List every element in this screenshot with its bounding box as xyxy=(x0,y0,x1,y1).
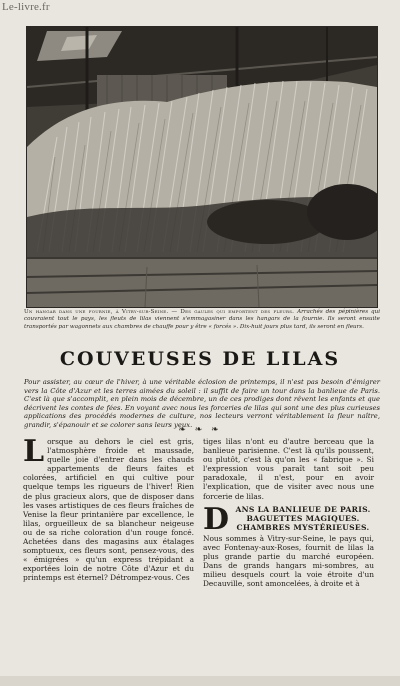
left-column-text: orsque au dehors le ciel est gris, l'atmosphère froide et maussade, quelle joie d'entrer dans les chauds appartements de fleurs faites et colorées, artificiel en qui cultive pour quelque temps les rigueurs de l'hiver! Rien de plus gracieux alors, que de disposer dans les vases artistiques de ces fleurs fraîches de Venise la fleur printanière par excellence, le lilas, orgueilleux de sa blancheur neigeuse ou de sa riche coloration d'un rouge foncé. Achetées dans des magasins aux étalages somptueux, ces fleurs sont, pensez-vous, des « émigrées » qu'un express trépidant a exportées loin de notre Côte d'Azur et du printemps est éternel? Détrompez-vous. Ces xyxy=(23,437,194,583)
photo-caption xyxy=(24,309,380,331)
watermark: Le-livre.fr xyxy=(2,1,50,13)
dropcap-d: D xyxy=(203,501,230,537)
dropcap-l: L xyxy=(23,434,45,469)
section-heading-block xyxy=(203,501,374,537)
article-title: COUVEUSES DE LILAS xyxy=(59,348,341,370)
body-column-left xyxy=(23,434,194,583)
page-bottom-band xyxy=(0,676,400,686)
section-ornament: ❧ ❧ ❧ xyxy=(178,425,222,435)
right-column-text-2: Nous sommes à Vitry-sur-Seine, le pays qui, avec Fontenay-aux-Roses, fournit de lilas la plus grande partie du marché européen. Dans de grands hangars mi-sombres, au milieu desquels court la voie étroite d'un Decauville, sont amoncelées, à droite et à xyxy=(203,533,374,589)
hangar-photo-illustration xyxy=(27,27,377,307)
section-subhead: ANS LA BANLIEUE DE PARIS. BAGUETTES MAGIQUES. CHAMBRES MYSTÉRIEUSES. xyxy=(235,504,371,532)
right-column-text: tiges lilas n'ont eu d'autre berceau que la banlieue parisienne. C'est là qu'ils poussent, ou plutôt, c'est là qu'on les « fabrique ». Si l'expression vous paraît tant soit peu paradoxale, il n'est, pour en avoir l'explication, que de visiter avec nous une forcerie de lilas. xyxy=(203,437,374,501)
caption-body: Arrachés des pépinières qui couvraient tout le pays, les fleuts de lilas viennent s'emmagasiner dans les hangars de la fournie. Ils seront ensuite transportés par wagonnets aux chambres de chauffe pour y être « forcés ». Dix-huit jours plus tard, ils seront en fleurs. xyxy=(24,309,381,330)
caption-lead: Un hangar dans une fournie, à Vitry-sur-Seine. — Des gaules qui emportent des fleurs. xyxy=(24,309,295,315)
article-intro: Pour assister, au cœur de l'hiver, à une véritable éclosion de printemps, il n'est pas besoin d'émigrer vers la Côte d'Azur et les terres aimées du soleil : il suffit de faire un tour dans la banlieue de Paris. C'est là que s'accomplit, en plein mois de décembre, un de ces prodiges dont rêvent les enfants et que décrivent les contes de fées. En voyant avec nous les forceries de lilas qui sont une des plus curieuses applications des procédés modernes de culture, nos lecteurs verront véritablement la fleur naître, grandir, s'épanouir et se colorer sans leurs yeux. xyxy=(24,378,380,429)
body-column-right xyxy=(203,437,374,588)
photograph-lilac-hangar xyxy=(26,26,378,308)
